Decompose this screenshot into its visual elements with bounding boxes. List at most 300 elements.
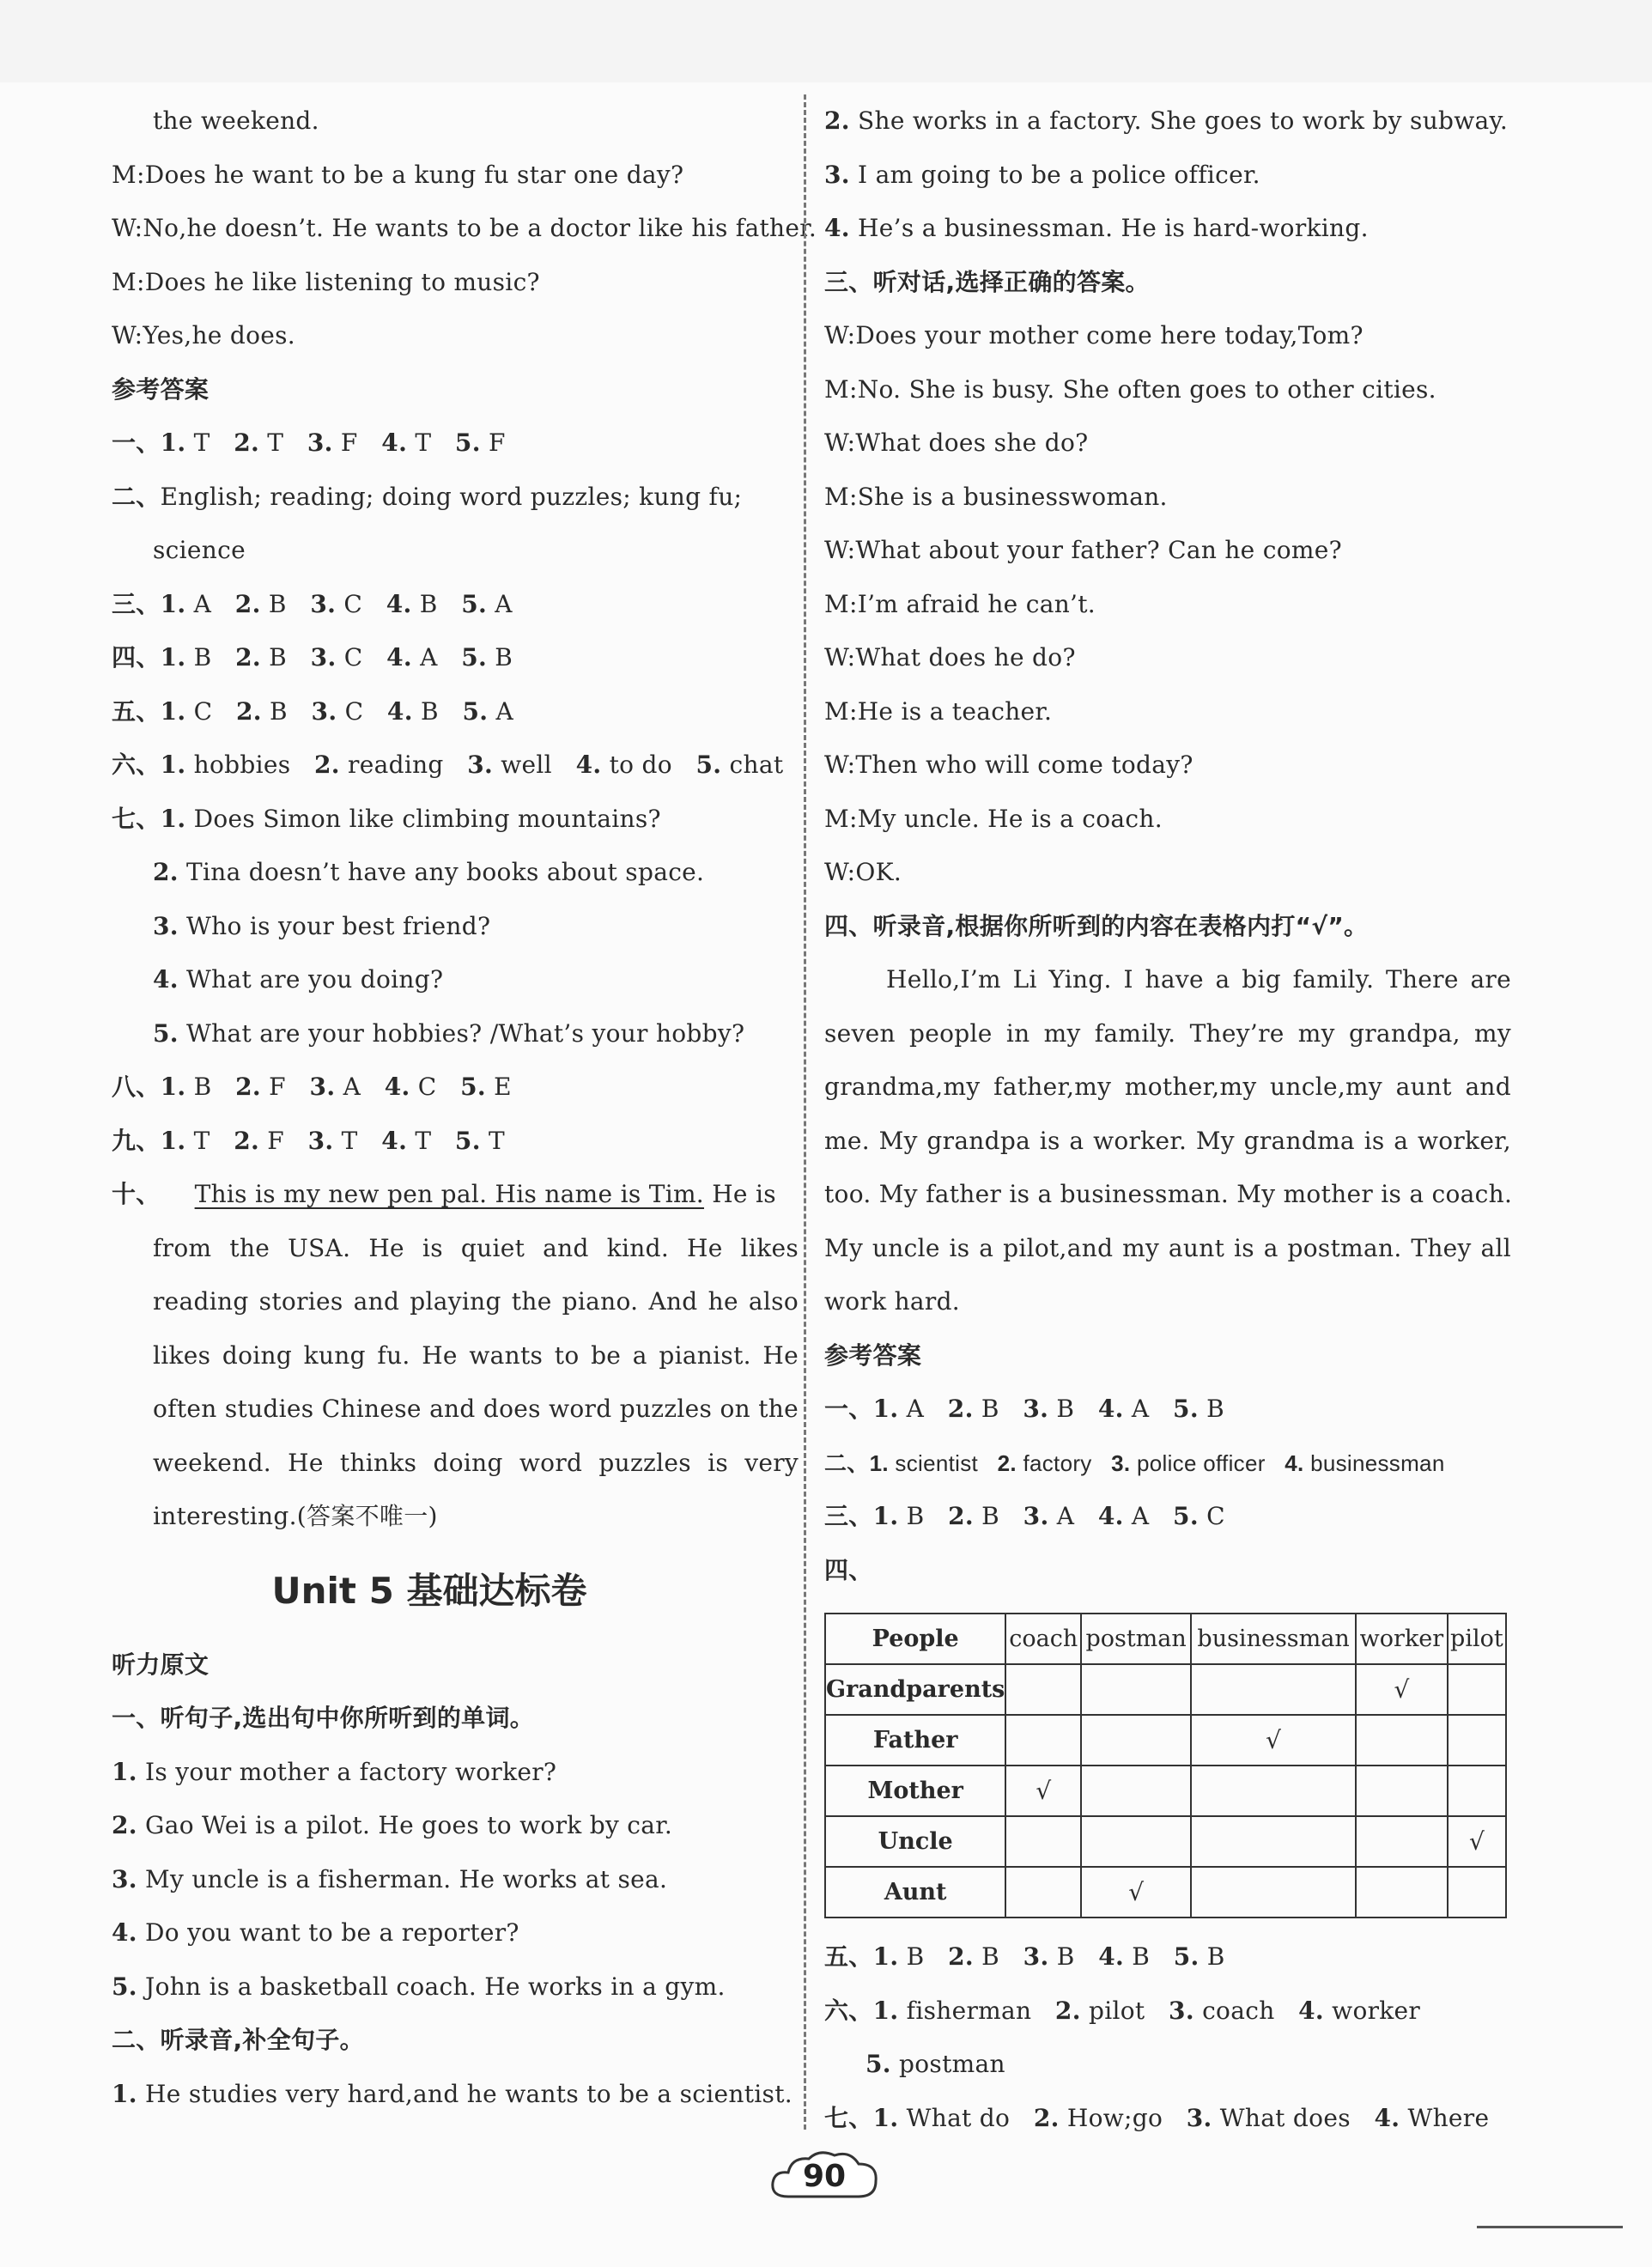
section1-heading: 一、听句子,选出句中你所听到的单词。 <box>112 1704 535 1732</box>
answer-number: 2. <box>235 1073 261 1101</box>
table-cell: √ <box>1356 1664 1448 1715</box>
answer-number: 1. <box>872 1942 899 1971</box>
answer-value: worker <box>1323 1996 1421 2025</box>
answer-value: How;go <box>1059 2103 1163 2132</box>
answer-number: 2. <box>236 696 262 726</box>
section2-item <box>824 149 1511 203</box>
dialogue-line: the weekend. <box>153 106 319 135</box>
answer-value: C <box>410 1073 437 1101</box>
answer-value: A <box>335 1073 361 1101</box>
item-text: Is your mother a factory worker? <box>137 1757 557 1786</box>
answer-row <box>824 1490 1511 1544</box>
unit-title: Unit 5 基础达标卷 <box>271 1569 587 1612</box>
dialogue-line: M:No. She is busy. She often goes to other cities. <box>824 374 1436 404</box>
dialogue-continuation <box>112 94 817 363</box>
table-cell <box>1448 1867 1506 1918</box>
section1-item <box>112 1853 799 1907</box>
answer-value: B <box>973 1502 1000 1530</box>
answer-number: 3. <box>1186 2103 1212 2132</box>
answer-value: T <box>480 1126 505 1155</box>
answer-value: fisherman <box>898 1996 1032 2025</box>
answer-value: T <box>185 428 210 457</box>
answer-row-6 <box>824 1984 1511 2092</box>
answer-value: C <box>1198 1502 1225 1530</box>
answer-number: 1. <box>160 428 186 457</box>
dialogue-line: W:Does your mother come here today,Tom? <box>824 321 1364 349</box>
jobs-table <box>824 1613 1507 1918</box>
answer-value: T <box>259 428 284 457</box>
answer-row-5 <box>824 1930 1511 1984</box>
answers-block <box>112 416 799 793</box>
answer-value: F <box>260 1073 286 1101</box>
answer-row <box>824 1383 1511 1437</box>
table-cell <box>1081 1715 1191 1766</box>
answer-number: 3. <box>310 589 337 618</box>
table-cell <box>1448 1715 1506 1766</box>
table-row <box>825 1766 1506 1816</box>
answer-label: 七、 <box>112 804 161 833</box>
section4-heading: 四、听录音,根据你所听到的内容在表格内打“√”。 <box>824 911 1369 940</box>
dialogue-line: W:OK. <box>824 858 902 886</box>
answer-number: 1. <box>160 696 186 726</box>
table-header-cell: worker <box>1356 1614 1448 1664</box>
dialogue-line: W:Then who will come today? <box>824 751 1193 779</box>
answer-number: 3. <box>1023 1942 1049 1971</box>
answer-value: factory <box>1016 1450 1092 1476</box>
answer-number: 3. <box>467 751 494 779</box>
answer-label: 六、 <box>112 751 161 779</box>
answer-label: 二、 <box>824 1450 870 1476</box>
table-row-label: Mother <box>825 1766 1005 1816</box>
answer-number: 4. <box>153 965 179 994</box>
answer-number: 3. <box>311 696 337 726</box>
table-row-label: Grandparents <box>825 1664 1005 1715</box>
answer-value: What do <box>898 2103 1011 2132</box>
right-column <box>824 94 1511 2145</box>
answers-heading: 参考答案 <box>112 374 210 404</box>
column-divider <box>804 94 806 2130</box>
answer-value: A <box>1123 1502 1150 1530</box>
passage-line: grandma,my father,my mother,my uncle,my aunt and <box>824 1073 1511 1101</box>
answer-number: 4. <box>386 696 413 726</box>
answer-value: C <box>337 696 364 726</box>
answer-number: 1. <box>872 1502 899 1530</box>
answer-value: A <box>487 589 513 618</box>
dialogue-line: M:Does he want to be a kung fu star one day? <box>112 160 684 189</box>
answer-value: F <box>480 428 506 457</box>
answer-number: 1. <box>160 1073 186 1101</box>
answer-number: 4. <box>575 751 602 779</box>
answer-number: 1. <box>872 1395 899 1423</box>
answer-value: scientist <box>888 1450 979 1476</box>
item-number: 2. <box>824 106 850 135</box>
section1-item <box>112 1960 799 2015</box>
answer-value: B <box>487 643 513 672</box>
sentence-answer <box>112 846 799 900</box>
answer-number: 2. <box>997 1450 1017 1476</box>
answer-number: 4. <box>386 643 412 672</box>
answer-value: A <box>411 643 438 672</box>
table-cell: √ <box>1005 1766 1081 1816</box>
answer-value: B <box>898 1942 925 1971</box>
answer-row <box>824 1930 1511 1984</box>
answer-value: postman <box>890 2050 1005 2078</box>
answer-label: 一、 <box>112 428 161 457</box>
answer-value: Who is your best friend? <box>178 911 491 940</box>
answer-number: 3. <box>153 911 179 940</box>
answer-number: 1. <box>160 751 186 779</box>
answer-number: 4. <box>1285 1450 1304 1476</box>
dialogue-line: M:She is a businesswoman. <box>824 482 1168 511</box>
answers-heading-right: 参考答案 <box>824 1340 922 1370</box>
passage-line: me. My grandpa is a worker. My grandma is a worker, <box>824 1126 1511 1155</box>
answer-label: 六、 <box>824 1996 873 2025</box>
ten-line: often studies Chinese and does word puzzles on the <box>153 1395 799 1423</box>
answer-number: 5. <box>461 589 488 618</box>
answer-number: 5. <box>462 696 489 726</box>
section1-list <box>112 1746 799 2015</box>
answer-label: 四、 <box>112 643 161 672</box>
answer-value: to do <box>601 751 672 779</box>
ten-underlined-sentence: This is my new pen pal. His name is Tim. <box>194 1180 705 1208</box>
item-text: Do you want to be a reporter? <box>137 1918 519 1947</box>
answer-value: E <box>485 1073 512 1101</box>
answer-row <box>112 1061 799 1115</box>
answer-section-seven <box>112 793 799 1061</box>
answer-value: B <box>973 1942 1000 1971</box>
table-cell <box>1005 1867 1081 1918</box>
item-text: Gao Wei is a pilot. He goes to work by car. <box>137 1811 673 1839</box>
dialogue-line: M:He is a teacher. <box>824 696 1053 726</box>
corner-rule <box>1477 2226 1623 2228</box>
table-row-label: Aunt <box>825 1867 1005 1918</box>
answer-value: chat <box>721 751 784 779</box>
item-text: John is a basketball coach. He works in a gym. <box>137 1972 726 2001</box>
section2-list-continued <box>824 94 1511 256</box>
answer-number: 2. <box>1054 1996 1081 2025</box>
ten-last-line: interesting.(答案不唯一) <box>153 1502 438 1530</box>
ten-line: weekend. He thinks doing word puzzles is very <box>153 1448 799 1477</box>
table-row <box>825 1867 1506 1918</box>
answer-row <box>824 2092 1511 2146</box>
item-number: 3. <box>112 1864 137 1893</box>
answer-value: B <box>973 1395 999 1423</box>
answer-value: B <box>898 1502 925 1530</box>
answer-value: B <box>260 643 288 672</box>
answer-number: 3. <box>1111 1450 1131 1476</box>
answer-number: 5. <box>1173 1502 1199 1530</box>
section2-item-1: 1. He studies very hard,and he wants to be a scientist. <box>112 2079 793 2108</box>
answer-value: T <box>333 1126 358 1155</box>
answer-value: B <box>260 589 287 618</box>
answer-value: A <box>488 696 514 726</box>
ten-line: reading stories and playing the piano. And he also <box>153 1287 799 1316</box>
table-cell: √ <box>1448 1816 1506 1867</box>
answer-value: reading <box>339 751 444 779</box>
answer-number: 4. <box>1097 1502 1124 1530</box>
answer-label: 三、 <box>824 1502 873 1530</box>
answer-value: What does <box>1212 2103 1351 2132</box>
answer-value: B <box>412 696 439 726</box>
answer-number: 4. <box>1097 1395 1124 1423</box>
answer-value: A <box>185 589 212 618</box>
answer-value: businessman <box>1303 1450 1445 1476</box>
passage-last-line: work hard. <box>824 1287 961 1316</box>
answer-number: 2. <box>234 428 260 457</box>
section3-heading: 三、听对话,选择正确的答案。 <box>824 267 1150 296</box>
answer-row <box>112 631 799 685</box>
sentence-answer <box>112 1007 799 1061</box>
answer-value: A <box>898 1395 925 1423</box>
answer-label: 一、 <box>824 1395 873 1423</box>
table-cell <box>1448 1766 1506 1816</box>
answer-value: C <box>336 589 363 618</box>
table-cell <box>1005 1664 1081 1715</box>
answer-row <box>824 1437 1511 1491</box>
answer-label: 八、 <box>112 1073 161 1101</box>
passage-line: My uncle is a pilot,and my aunt is a postman. They all <box>824 1233 1511 1262</box>
answer-number: 2. <box>314 751 340 779</box>
answer-value: B <box>411 589 438 618</box>
answer-label: 三、 <box>112 589 161 618</box>
answer-number: 3. <box>310 643 337 672</box>
item-text: She works in a factory. She goes to work by subway. <box>849 106 1509 135</box>
answer-number: 1. <box>160 589 186 618</box>
answer-number: 2. <box>234 589 261 618</box>
item-number: 5. <box>112 1972 137 2001</box>
answer-value: T <box>407 1126 432 1155</box>
answer-value: B <box>261 696 288 726</box>
answer-row-1 <box>824 1383 1511 1437</box>
answer-number: 4. <box>381 428 408 457</box>
answer-row <box>112 471 799 525</box>
listening-heading: 听力原文 <box>112 1650 210 1679</box>
passage-line: Hello,I’m Li Ying. I have a big family. There are <box>886 965 1511 994</box>
table-header-row <box>825 1614 1506 1664</box>
answer-number: 2. <box>948 1502 974 1530</box>
answer-value: Where <box>1400 2103 1490 2132</box>
table-row <box>825 1816 1506 1867</box>
answer-value: Does Simon like climbing mountains? <box>185 804 661 833</box>
table-row-label: Uncle <box>825 1816 1005 1867</box>
answer-number: 1. <box>160 1126 186 1155</box>
answer-row <box>112 685 799 739</box>
table-row <box>825 1715 1506 1766</box>
table-cell <box>1191 1816 1356 1867</box>
top-scan-margin <box>0 0 1652 82</box>
item-number: 2. <box>112 1811 137 1839</box>
item-number: 1. <box>112 1757 137 1786</box>
table-cell <box>1191 1867 1356 1918</box>
section2-heading: 二、听录音,补全句子。 <box>112 2026 364 2054</box>
answer-label: 二、 <box>112 482 161 511</box>
left-column <box>112 94 817 2121</box>
table-cell: √ <box>1081 1867 1191 1918</box>
dialogue-line: W:No,he doesn’t. He wants to be a doctor like his father. <box>112 214 817 242</box>
table-cell <box>1081 1766 1191 1816</box>
answer-number: 4. <box>1298 1996 1324 2025</box>
item-text: He’s a businessman. He is hard-working. <box>849 214 1369 242</box>
answer-row-cont <box>824 2038 1511 2092</box>
answer-value: A <box>1048 1502 1075 1530</box>
answer-value: B <box>1124 1942 1151 1971</box>
answer-number: 5. <box>1173 1942 1200 1971</box>
answer-number: 1. <box>160 643 186 672</box>
answer-value: B <box>1048 1395 1075 1423</box>
answer-row-4-label: 四、 <box>824 1555 873 1584</box>
table-cell <box>1005 1715 1081 1766</box>
answer-number: 2. <box>1033 2103 1060 2132</box>
table-row <box>825 1664 1506 1715</box>
section2-item <box>824 94 1511 149</box>
answer-value: F <box>332 428 358 457</box>
answer-label: 五、 <box>112 696 161 726</box>
section3-dialogue <box>824 309 1511 900</box>
table-header-cell: businessman <box>1191 1614 1356 1664</box>
dialogue-line: M:My uncle. He is a coach. <box>824 804 1163 833</box>
answer-value: What are you doing? <box>178 965 444 994</box>
passage-line: seven people in my family. They’re my grandpa, my <box>824 1018 1511 1048</box>
answer-number: 5. <box>460 1073 486 1101</box>
answer-value: well <box>493 751 552 779</box>
table-header-cell: People <box>825 1614 1005 1664</box>
answer-label: 七、 <box>824 2103 873 2132</box>
table-cell <box>1191 1664 1356 1715</box>
answer-number: 5. <box>461 643 488 672</box>
item-number: 4. <box>824 214 850 242</box>
answer-number: 4. <box>384 1073 410 1101</box>
answer-number: 3. <box>1023 1502 1049 1530</box>
dialogue-line: W:What does she do? <box>824 428 1089 457</box>
sentence-answer <box>112 900 799 954</box>
section2-item <box>824 202 1511 256</box>
answer-value: B <box>1199 1942 1225 1971</box>
answer-number: 2. <box>948 1942 974 1971</box>
item-text: My uncle is a fisherman. He works at sea. <box>137 1864 668 1893</box>
answer-row <box>112 416 799 471</box>
dialogue-line: W:Yes,he does. <box>112 321 295 349</box>
answer-section-nine <box>112 1115 799 1169</box>
answer-number: 4. <box>1098 1942 1125 1971</box>
answer-value: T <box>185 1126 210 1155</box>
answer-row <box>112 1115 799 1169</box>
table-cell <box>1081 1664 1191 1715</box>
answer-row-7 <box>824 2092 1511 2146</box>
table-header-cell: postman <box>1081 1614 1191 1664</box>
answer-number: 1. <box>872 1996 899 2025</box>
answer-section-ten <box>112 1168 799 1544</box>
answer-number: 1. <box>160 804 186 833</box>
table-cell <box>1005 1816 1081 1867</box>
ten-line: likes doing kung fu. He wants to be a pianist. He <box>153 1340 799 1370</box>
answer-number: 4. <box>381 1126 408 1155</box>
answer-row <box>112 578 799 632</box>
answer-number: 3. <box>1023 1395 1049 1423</box>
answer-value: A <box>1123 1395 1150 1423</box>
answer-value: C <box>185 696 213 726</box>
page-number-badge <box>764 2147 884 2207</box>
table-row-label: Father <box>825 1715 1005 1766</box>
answer-number: 5. <box>454 428 481 457</box>
passage-line: too. My father is a businessman. My mother is a coach. <box>824 1180 1513 1208</box>
answer-number: 3. <box>307 428 333 457</box>
item-number: 3. <box>824 160 850 189</box>
item-number: 4. <box>112 1918 137 1947</box>
answer-value: F <box>259 1126 285 1155</box>
answer-row-3 <box>824 1490 1511 1544</box>
answer-label: 五、 <box>824 1942 873 1971</box>
table-header-cell: pilot <box>1448 1614 1506 1664</box>
answer-number: 5. <box>1173 1395 1199 1423</box>
answer-row-2 <box>824 1437 1511 1491</box>
sentence-answer <box>112 793 799 847</box>
answer-value: T <box>407 428 432 457</box>
answer-number: 3. <box>309 1073 336 1101</box>
ten-first-line: 十、 This is my new pen pal. His name is Tim. He is <box>112 1180 776 1208</box>
table-cell <box>1356 1715 1448 1766</box>
dialogue-line: M:I’m afraid he can’t. <box>824 589 1096 618</box>
answer-number: 5. <box>865 2050 891 2078</box>
answer-label: 九、 <box>112 1126 161 1155</box>
section4-passage <box>824 953 1511 1275</box>
answer-value: B <box>185 1073 212 1101</box>
answer-value: pilot <box>1080 1996 1145 2025</box>
answer-number: 3. <box>307 1126 334 1155</box>
dialogue-line: M:Does he like listening to music? <box>112 267 540 296</box>
table-cell <box>1448 1664 1506 1715</box>
table-cell <box>1191 1766 1356 1816</box>
answer-value: hobbies <box>185 751 291 779</box>
answer-value: B <box>1198 1395 1224 1423</box>
answer-row <box>112 738 799 793</box>
answer-value: B <box>1048 1942 1075 1971</box>
table-cell <box>1356 1766 1448 1816</box>
answer-value: What are your hobbies? /What’s your hobby? <box>178 1018 745 1048</box>
dialogue-line: W:What does he do? <box>824 643 1076 672</box>
page-number: 90 <box>802 2159 847 2194</box>
ten-line: from the USA. He is quiet and kind. He likes <box>153 1233 799 1262</box>
table-cell: √ <box>1191 1715 1356 1766</box>
answer-row <box>824 1984 1511 2039</box>
section1-item <box>112 1906 799 1960</box>
answer-value: C <box>336 643 363 672</box>
answer-value: coach <box>1193 1996 1275 2025</box>
answer-number: 2. <box>235 643 261 672</box>
answer-number: 2. <box>153 858 179 886</box>
dialogue-line: W:What about your father? Can he come? <box>824 536 1342 564</box>
answer-number: 5. <box>153 1018 179 1048</box>
answer-number: 3. <box>1169 1996 1194 2025</box>
answer-number: 2. <box>234 1126 260 1155</box>
answer-value: police officer <box>1130 1450 1266 1476</box>
answer-number: 2. <box>947 1395 974 1423</box>
answer-number: 4. <box>386 589 412 618</box>
answer-number: 5. <box>454 1126 481 1155</box>
answer-number: 4. <box>1374 2103 1400 2132</box>
answer-value: B <box>185 643 212 672</box>
answer-number: 1. <box>872 2103 899 2132</box>
answer-number: 5. <box>695 751 722 779</box>
section1-item <box>112 1746 799 1800</box>
table-cell <box>1356 1816 1448 1867</box>
answer-number: 1. <box>869 1450 889 1476</box>
answer-value: English; reading; doing word puzzles; kung fu; <box>160 482 743 511</box>
answer-row-cont: science <box>153 536 246 564</box>
answer-section-eight <box>112 1061 799 1115</box>
answer-value: Tina doesn’t have any books about space. <box>178 858 705 886</box>
table-cell <box>1081 1816 1191 1867</box>
item-text: I am going to be a police officer. <box>849 160 1260 189</box>
